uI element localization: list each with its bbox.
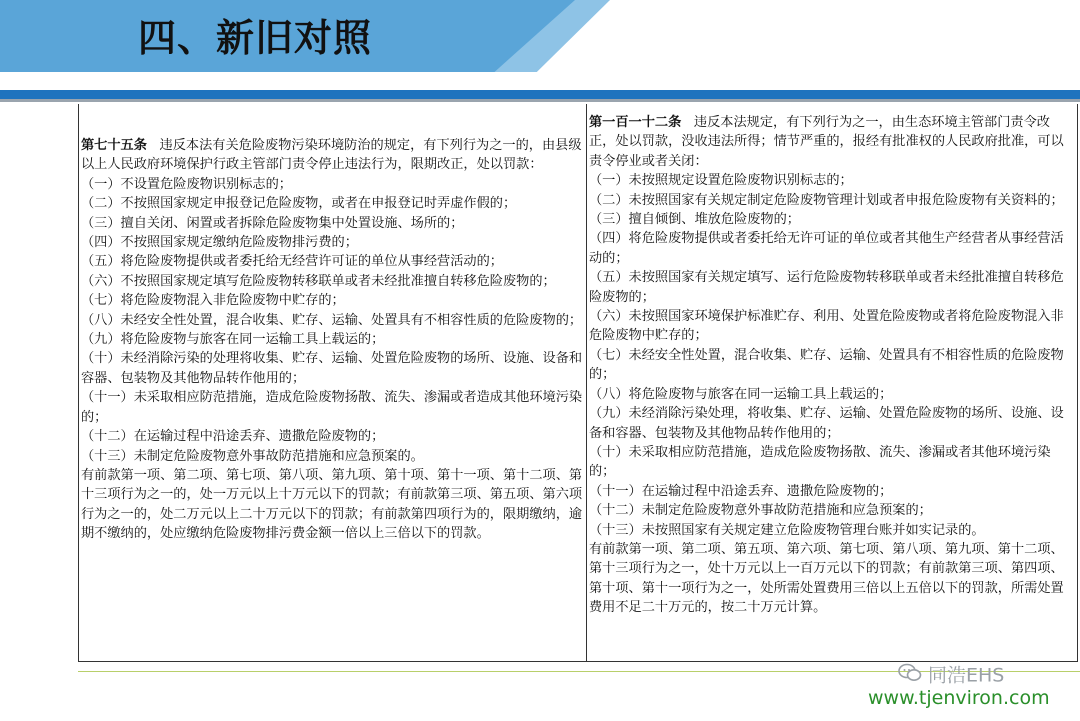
new-law-item: （六）未按照国家环境保护标准贮存、利用、处置危险废物或者将危险废物混入非危险废物中贮存的； bbox=[589, 309, 1064, 344]
old-law-item: （七）将危险废物混入非危险废物中贮存的； bbox=[81, 293, 345, 309]
old-law-intro: 第七十五条 违反本法有关危险废物污染环境防治的规定，有下列行为之一的，由县级以上人民政府环境保护行政主管部门责令停止违法行为，限期改正，处以罚款： bbox=[81, 138, 582, 173]
new-article-number: 第一百一十二条 bbox=[589, 115, 682, 130]
new-law-item: （十三）未按照国家有关规定建立危险废物管理台账并如实记录的。 bbox=[589, 522, 985, 538]
old-law-item: （十二）在运输过程中沿途丢弃、遗撒危险废物的； bbox=[81, 429, 385, 445]
old-law-penalty: 有前款第一项、第二项、第七项、第八项、第九项、第十项、第十一项、第十二项、第十三项行为之一的，处一万元以上十万元以下的罚款；有前款第三项、第五项、第六项行为之一的，处二万元以上二十万元以下的罚款；有前款第四项行为的，限期缴纳，逾期不缴纳的，处应缴纳危险废物排污费金额一倍以上三倍以下的罚款。 bbox=[81, 467, 583, 542]
page-title: 四、新旧对照 bbox=[138, 16, 373, 60]
new-law-item: （十一）在运输过程中沿途丢弃、遗撒危险废物的； bbox=[589, 483, 893, 499]
header-divider-shadow bbox=[0, 99, 1080, 102]
old-law-item: （八）未经安全性处置，混合收集、贮存、运输、处置具有不相容性质的危险废物的； bbox=[81, 312, 583, 328]
new-law-item: （七）未经安全性处置，混合收集、贮存、运输、处置具有不相容性质的危险废物的； bbox=[589, 347, 1064, 383]
old-law-item: （十一）未采取相应防范措施，造成危险废物扬散、流失、渗漏或者造成其他环境污染的； bbox=[81, 390, 583, 425]
new-law-item: （五）未按照国家有关规定填写、运行危险废物转移联单或者未经批准擅自转移危险废物的； bbox=[589, 270, 1064, 305]
new-law-item: （三）擅自倾倒、堆放危险废物的； bbox=[589, 212, 800, 228]
column-divider bbox=[586, 104, 587, 662]
old-law-item: （九）将危险废物与旅客在同一运输工具上载运的； bbox=[81, 332, 385, 348]
new-law-intro: 第一百一十二条 违反本法规定，有下列行为之一，由生态环境主管部门责令改正，处以罚款，没收违法所得；情节严重的，报经有批准权的人民政府批准，可以责令停业或者关闭： bbox=[589, 115, 1064, 169]
new-law-item: （十二）未制定危险废物意外事故防范措施和应急预案的； bbox=[589, 503, 932, 519]
old-law-item: （四）不按照国家规定缴纳危险废物排污费的； bbox=[81, 235, 358, 251]
old-law-item: （十三）未制定危险废物意外事故防范措施和应急预案的。 bbox=[81, 448, 424, 464]
old-law-item: （十）未经消除污染的处理将收集、贮存、运输、处置危险废物的场所、设施、设备和容器、包装物及其他物品转作他用的； bbox=[81, 351, 583, 386]
website-url[interactable]: www.tjenviron.com bbox=[868, 687, 1050, 709]
new-law-item: （一）未按照规定设置危险废物识别标志的； bbox=[589, 173, 853, 189]
brand-watermark bbox=[898, 663, 1068, 687]
new-law-item: （四）将危险废物提供或者委托给无许可证的单位或者其他生产经营者从事经营活动的； bbox=[589, 231, 1064, 266]
old-article-number: 第七十五条 bbox=[81, 138, 147, 153]
old-law-item: （六）不按照国家规定填写危险废物转移联单或者未经批准擅自转移危险废物的； bbox=[81, 273, 556, 289]
new-law-item: （九）未经消除污染处理，将收集、贮存、运输、处置危险废物的场所、设施、设备和容器、包装物及其他物品转作他用的； bbox=[589, 406, 1064, 441]
old-law-column bbox=[81, 136, 583, 544]
old-law-item: （五）将危险废物提供或者委托给无经营许可证的单位从事经营活动的； bbox=[81, 254, 503, 270]
old-law-item: （三）擅自关闭、闲置或者拆除危险废物集中处置设施、场所的； bbox=[81, 215, 464, 231]
new-law-penalty: 有前款第一项、第二项、第五项、第六项、第七项、第八项、第九项、第十二项、第十三项行为之一，处十万元以上一百万元以下的罚款；有前款第三项、第四项、第十项、第十一项行为之一，处所需处置费用三倍以上五倍以下的罚款，所需处置费用不足二十万元的，按二十万元计算。 bbox=[589, 541, 1064, 616]
new-law-item: （八）将危险废物与旅客在同一运输工具上载运的； bbox=[589, 386, 893, 402]
brand-name: 同浩EHS bbox=[928, 664, 1005, 687]
old-law-item: （二）不按照国家规定申报登记危险废物，或者在申报登记时弄虚作假的； bbox=[81, 196, 517, 212]
header-divider bbox=[0, 90, 1080, 99]
new-law-item: （十）未采取相应防范措施，造成危险废物扬散、流失、渗漏或者其他环境污染的； bbox=[589, 444, 1051, 480]
new-law-column bbox=[589, 113, 1075, 618]
new-law-item: （二）未按照国家有关规定制定危险废物管理计划或者申报危险废物有关资料的； bbox=[589, 192, 1064, 208]
old-law-item: （一）不设置危险废物识别标志的； bbox=[81, 176, 292, 192]
